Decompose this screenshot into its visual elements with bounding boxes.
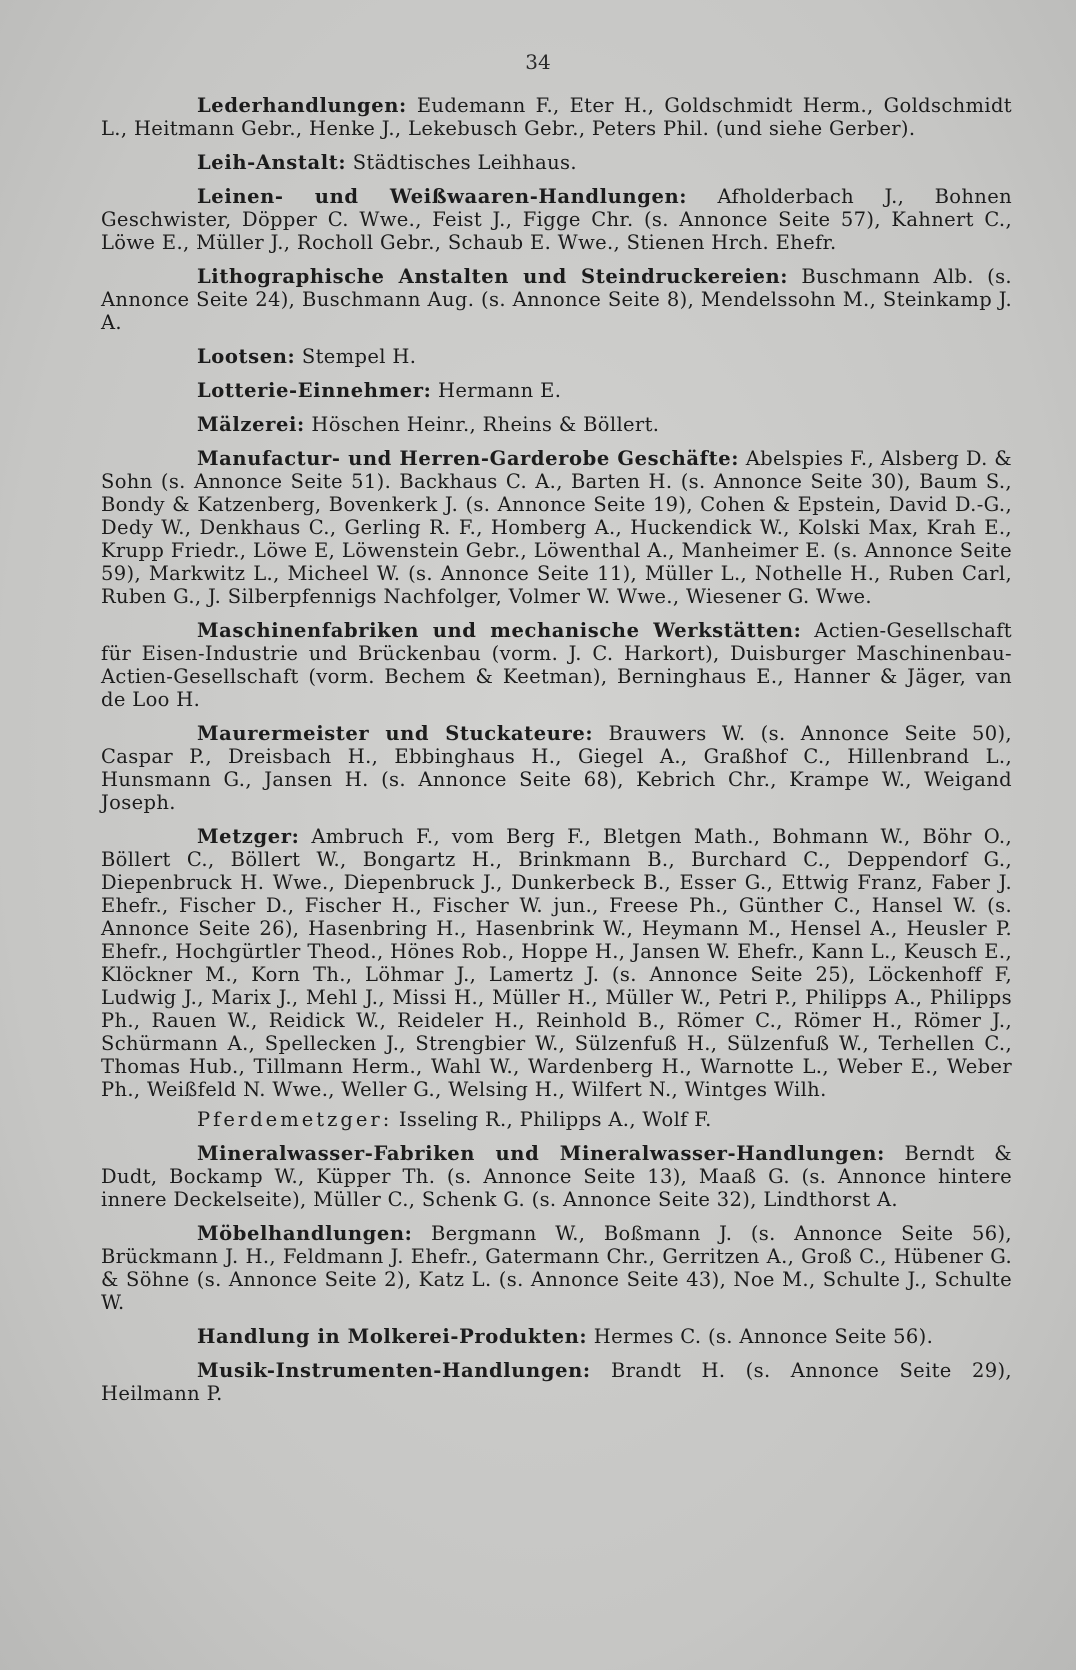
directory-entry: [101, 825, 1012, 1101]
entry-heading: Möbelhandlungen:: [197, 1222, 413, 1245]
entry-heading: Musik-Instrumenten-Handlungen:: [197, 1359, 591, 1382]
entry-text: Buschmann Alb. (s. Annonce Seite 24), Buschmann Aug. (s. Annonce Seite 8), Mendelssohn M., Steinkamp J. A.: [101, 265, 1012, 334]
entry-heading: Leih-Anstalt:: [197, 151, 347, 174]
page-number: 34: [525, 50, 551, 74]
directory-entry: [101, 722, 1012, 814]
directory-entry: [101, 1142, 1012, 1211]
entry-text: Stempel H.: [301, 345, 417, 368]
entry-text: Hermann E.: [438, 379, 562, 402]
entry-heading: Lithographische Anstalten und Steindruckereien:: [197, 265, 789, 288]
entry-text: Actien-Gesellschaft für Eisen-Industrie und Brückenbau (vorm. J. C. Harkort), Duisburger Maschinenbau-Actien-Gesellschaft (vorm. Bechem & Keetman), Berninghaus E., Hanner & Jäger, van de Loo H.: [101, 619, 1012, 711]
directory-entry: [101, 1325, 1012, 1348]
directory-entry: [101, 185, 1012, 254]
directory-entry: [101, 413, 1012, 436]
entry-heading: Leinen- und Weißwaaren-Handlungen:: [197, 185, 688, 208]
entry-text: Abelspies F., Alsberg D. & Sohn (s. Annonce Seite 51). Backhaus C. A., Barten H. (s. Annonce Seite 30), Baum S., Bondy & Katzenberg, Bovenkerk J. (s. Annonce Seite 19), Cohen & Epstein, David D.-G., Dedy W., Denkhaus C., Gerling R. F., Homberg A., Huckendick W., Kolski Max, Krah E., Krupp Friedr., Löwe E, Löwenstein Gebr., Löwenthal A., Manheimer E. (s. Annonce Seite 59), Markwitz L., Micheel W. (s. Annonce Seite 11), Müller L., Nothelle H., Ruben Carl, Ruben G., J. Silberpfennigs Nachfolger, Volmer W. Wwe., Wiesener G. Wwe.: [101, 447, 1012, 608]
entry-heading: Lederhandlungen:: [197, 94, 407, 117]
entry-text: Ambruch F., vom Berg F., Bletgen Math., Bohmann W., Böhr O., Böllert C., Böllert W., Bongartz H., Brinkmann B., Burchard C., Deppendorf G., Diepenbruck H. Wwe., Diepenbruck J., Dunkerbeck B., Esser G., Ettwig Franz, Faber J. Ehefr., Fischer D., Fischer H., Fischer W. jun., Freese Ph., Günther C., Hansel W. (s. Annonce Seite 26), Hasenbring H., Hasenbrink W., Heymann M., Hensel A., Heusler P. Ehefr., Hochgürtler Theod., Hönes Rob., Hoppe H., Jansen W. Ehefr., Kann L., Keusch E., Klöckner M., Korn Th., Löhmar J., Lamertz J. (s. Annonce Seite 25), Löckenhoff F, Ludwig J., Marix J., Mehl J., Missi H., Müller H., Müller W., Petri P., Philipps A., Philipps Ph., Rauen W., Reidick W., Reideler H., Reinhold B., Römer C., Römer H., Römer J., Schürmann A., Spellecken J., Strengbier W., Sülzenfuß H., Sülzenfuß W., Terhellen C., Thomas Hub., Tillmann Herm., Wahl W., Wardenberg H., Warnotte L., Weber E., Weber Ph., Weißfeld N. Wwe., Weller G., Welsing H., Wilfert N., Wintges Wilh.: [101, 825, 1012, 1101]
entry-heading: Mälzerei:: [197, 413, 305, 436]
directory-entry: [101, 447, 1012, 608]
directory-entry: [101, 1222, 1012, 1314]
entry-text: Brandt H. (s. Annonce Seite 29), Heilmann P.: [101, 1359, 1012, 1405]
directory-entry: [101, 1108, 1012, 1131]
entry-text: Bergmann W., Boßmann J. (s. Annonce Seite 56), Brückmann J. H., Feldmann J. Ehefr., Gatermann Chr., Gerritzen A., Groß C., Hübener G. & Söhne (s. Annonce Seite 2), Katz L. (s. Annonce Seite 43), Noe M., Schulte J., Schulte W.: [101, 1222, 1012, 1314]
directory-entry: [101, 379, 1012, 402]
entry-heading: Handlung in Molkerei-Produkten:: [197, 1325, 588, 1348]
directory-entry: [101, 151, 1012, 174]
directory-entry: [101, 265, 1012, 334]
entry-text: Isseling R., Philipps A., Wolf F.: [398, 1108, 712, 1131]
entry-heading: Mineralwasser-Fabriken und Mineralwasser-Handlungen:: [197, 1142, 885, 1165]
entry-heading: Metzger:: [197, 825, 300, 848]
directory-entry: [101, 1359, 1012, 1405]
entry-text: Afholderbach J., Bohnen Geschwister, Döpper C. Wwe., Feist J., Figge Chr. (s. Annonce Seite 57), Kahnert C., Löwe E., Müller J., Rocholl Gebr., Schaub E. Wwe., Stienen Hrch. Ehefr.: [101, 185, 1012, 254]
entry-text: Brauwers W. (s. Annonce Seite 50), Caspar P., Dreisbach H., Ebbinghaus H., Giegel A., Graßhof C., Hillenbrand L., Hunsmann G., Jansen H. (s. Annonce Seite 68), Kebrich Chr., Krampe W., Weigand Joseph.: [101, 722, 1012, 814]
directory-listing: [101, 94, 1012, 1416]
entry-heading: Maurermeister und Stuckateure:: [197, 722, 594, 745]
entry-heading: Manufactur- und Herren-Garderobe Geschäfte:: [197, 447, 740, 470]
entry-text: Höschen Heinr., Rheins & Böllert.: [311, 413, 660, 436]
entry-heading: Lotterie-Einnehmer:: [197, 379, 432, 402]
entry-heading: Maschinenfabriken und mechanische Werkstätten:: [197, 619, 802, 642]
entry-heading: Lootsen:: [197, 345, 296, 368]
entry-text: Berndt & Dudt, Bockamp W., Küpper Th. (s. Annonce Seite 13), Maaß G. (s. Annonce hintere innere Deckelseite), Müller C., Schenk G. (s. Annonce Seite 32), Lindthorst A.: [101, 1142, 1012, 1211]
entry-text: Eudemann F., Eter H., Goldschmidt Herm., Goldschmidt L., Heitmann Gebr., Henke J., Lekebusch Gebr., Peters Phil. (und siehe Gerber).: [101, 94, 1012, 140]
directory-entry: [101, 345, 1012, 368]
directory-entry: [101, 619, 1012, 711]
entry-text: Hermes C. (s. Annonce Seite 56).: [593, 1325, 934, 1348]
entry-heading: Pferdemetzger:: [197, 1108, 393, 1131]
directory-entry: [101, 94, 1012, 140]
entry-text: Städtisches Leihhaus.: [352, 151, 577, 174]
